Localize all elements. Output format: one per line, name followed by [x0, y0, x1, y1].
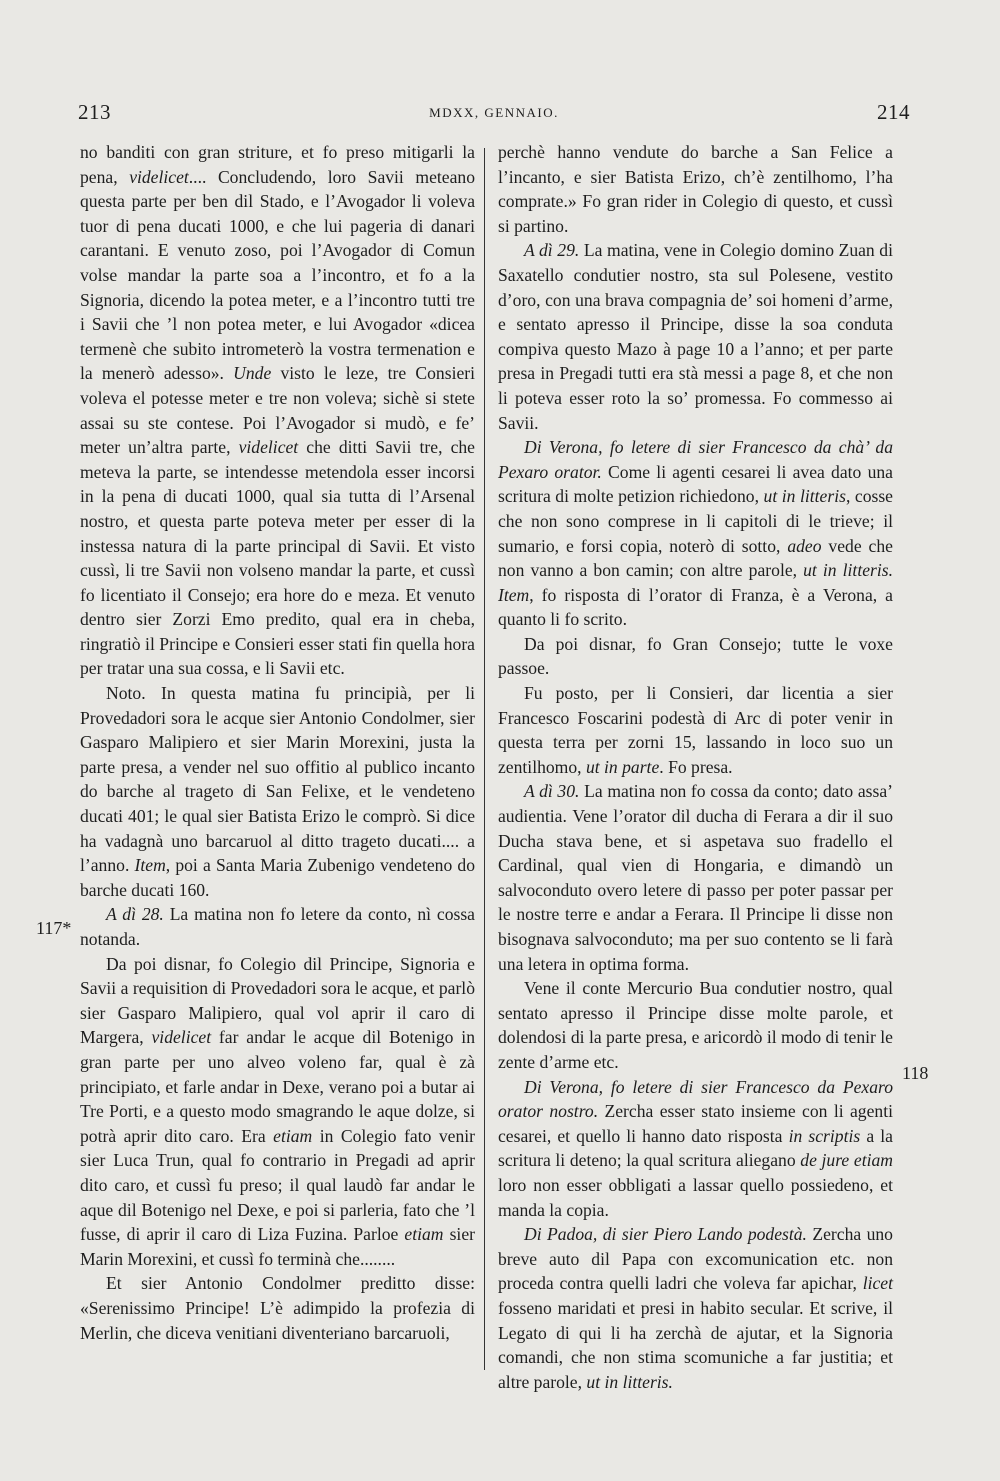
paragraph: Et sier Antonio Condolmer preditto disse: «Serenissimo Principe! L’è adimpido la profezia di Merlin, che diceva venitiani diventeriano barcaruoli, [80, 1273, 475, 1343]
paragraph: A dì 30. La matina non fo cossa da conto; dato assa’ audientia. Vene l’orator dil ducha di Ferara a dir il suo Ducha stava bene, et si aspetava suo fradello el Cardinal, qual vien di Hongaria, e dimandò un salvoconduto overo letere di passo per poter passar per le nostre terre e andar a Ferara. Il Principe li disse non bisognava salvoconduto; ma per suo contento se li farà una letera in optima forma. [498, 781, 894, 974]
paragraph: Vene il conte Mercurio Bua condutier nostro, qual sentato apresso il Principe disse molte parole, et dolendosi di la parte presa, e aricordò il modo di tenir le zente d’arme etc. [498, 978, 893, 1072]
paragraph: Fu posto, per li Consieri, dar licentia a sier Francesco Foscarini podestà di Arc di poter venir in questa terra per zorni 15, lassando in loco suo un zentilhomo, ut in parte. Fo presa. [498, 683, 893, 777]
paragraph: Da poi disnar, fo Colegio dil Principe, Signoria e Savii a requisition di Provedadori sora le acque, et parlò sier Gasparo Malipiero, qual vol aprir il caro di Margera, videlicet far andar le acque dil Botenigo in gran parte per uno alveo voleno far, qual è zà principiato, et farle andar in Dexe, verano poi a butar ai Tre Porti, e a questo modo smagrando le aque dolze, si potrà aprir dito caro. Era etiam in Colegio fato venir sier Luca Trun, qual fo contrario in Pregadi ad aprir dito caro, et cussì fu preso; il qual laudò far andar le aque dil Botenigo nel Dexe, e poi si parleria, fato che ’l fusse, di aprir il caro di Liza Fuzina. Parloe etiam sier Marin Morexini, et cussì fo terminà che........ [80, 953, 475, 1269]
paragraph: Di Verona, fo letere di sier Francesco da Pexaro orator nostro. Zercha esser stato insieme con li agenti cesarei, et quello li hanno dato risposta in scriptis a la scritura li deteno; la qual scritura aliegano de jure etiam loro non esser obbligati a lassar quello possiedeno, et manda la copia. [498, 1076, 893, 1220]
paragraph: perchè hanno vendute do barche a San Felice a l’incanto, e sier Batista Erizo, ch’è zentilhomo, l’ha comprate.» Fo gran rider in Colegio di questo, et cussì si partino. [498, 142, 893, 236]
column-divider [484, 148, 485, 1370]
paragraph: Di Verona, fo letere di sier Francesco da chà’ da Pexaro orator. Come li agenti cesarei li avea dato una scritura di molte petizion richiedono, ut in litteris, cosse che non sono comprese in li capitoli di le trieve; il sumario, e forsi copia, noterò di sotto, adeo vede che non vanno a bon camin; con altre parole, ut in litteris. Item, fo risposta di l’orator di Franza, è a Verona, a quanto li fo scrito. [498, 437, 893, 630]
paragraph: Da poi disnar, fo Gran Consejo; tutte le voxe passoe. [498, 633, 893, 679]
right-page-number: 214 [877, 100, 910, 124]
right-text-column [498, 140, 893, 1394]
paragraph: A dì 28. La matina non fo letere da conto, nì cossa notanda. [80, 904, 475, 949]
margin-note-left: 117* [36, 918, 72, 938]
left-page-number: 213 [78, 100, 111, 124]
running-title: MDXX, GENNAIO. [429, 105, 559, 120]
paragraph: no banditi con gran striture, et fo preso mitigarli la pena, videlicet.... Concludendo, loro Savii meteano questa parte per ben dil Stado, e l’Avogador li voleva tuor di pena ducati 1000, e che lui pageria di danari carantani. E venuto zoso, poi l’Avogador di Comun volse mandar la parte soa a l’incontro, et fo a la Signoria, dicendo la potea meter, e a l’incontro tutti tre i Savii che ’l non potea meter, e lui Avogador «dicea termenè che subito intrometerò la vostra termenation e la menerò adesso». Unde visto le leze, tre Consieri voleva el potesse meter e tre non voleva; sichè si stete assai su ste contese. Poi l’Avogador si mudò, e fe’ meter un’altra parte, videlicet che ditti Savii tre, che meteva la parte, se intendesse metendola esser incorsi in la pena di ducati 1000, qual sia tutta di l’Arsenal nostro, et questa parte poteva meter per esser di la instessa natura di la parte principal di Savii. Et visto cussì, li tre Savii non volseno mandar la parte, et cussì fo licentiato il Consejo; era hore do e meza. Et venuto dentro sier Zorzi Emo predito, qual era in cheba, ringratiò il Principe e Consieri esser stati fin quella hora per tratar una sua cossa, e li Savii etc. [80, 142, 476, 679]
margin-note-right: 118 [902, 1063, 929, 1083]
page-header [78, 100, 910, 130]
paragraph: Di Padoa, di sier Piero Lando podestà. Zercha uno breve auto dil Papa con excomunication etc. non proceda contra quelli ladri che voleva far apichar, licet fosseno maridati et presi in habito secular. Et scrive, il Legato di qui li ha zerchà de ajutar, et la Signoria comandi, che non stima scomuniche a far justitia; et altre parole, ut in litteris. [498, 1224, 893, 1392]
paragraph: A dì 29. La matina, vene in Colegio domino Zuan di Saxatello condutier nostro, sta sul Polesene, vestito d’oro, con una brava compagnia de’ soi homeni d’arme, e sentato apresso il Principe, disse la soa conduta compiva questo Mazo à page 10 a l’anno; et per parte presa in Pregadi tutti era stà messi a page 8, et che non li poteva esser roto la so’ promessa. Fo commesso ai Savii. [498, 240, 893, 433]
paragraph: Noto. In questa matina fu principià, per li Provedadori sora le acque sier Antonio Condolmer, sier Gasparo Malipiero et sier Marin Morexini, justa la parte presa, a vender nel suo offitio al publico incanto do barche al trageto di San Felixe, et le vendeteno ducati 401; le qual sier Batista Erizo le comprò. Si dice ha vadagnà uno barcaruol al ditto trageto ducati.... a l’anno. Item, poi a Santa Maria Zubenigo vendeteno do barche ducati 160. [80, 683, 475, 900]
left-text-column [80, 140, 475, 1345]
